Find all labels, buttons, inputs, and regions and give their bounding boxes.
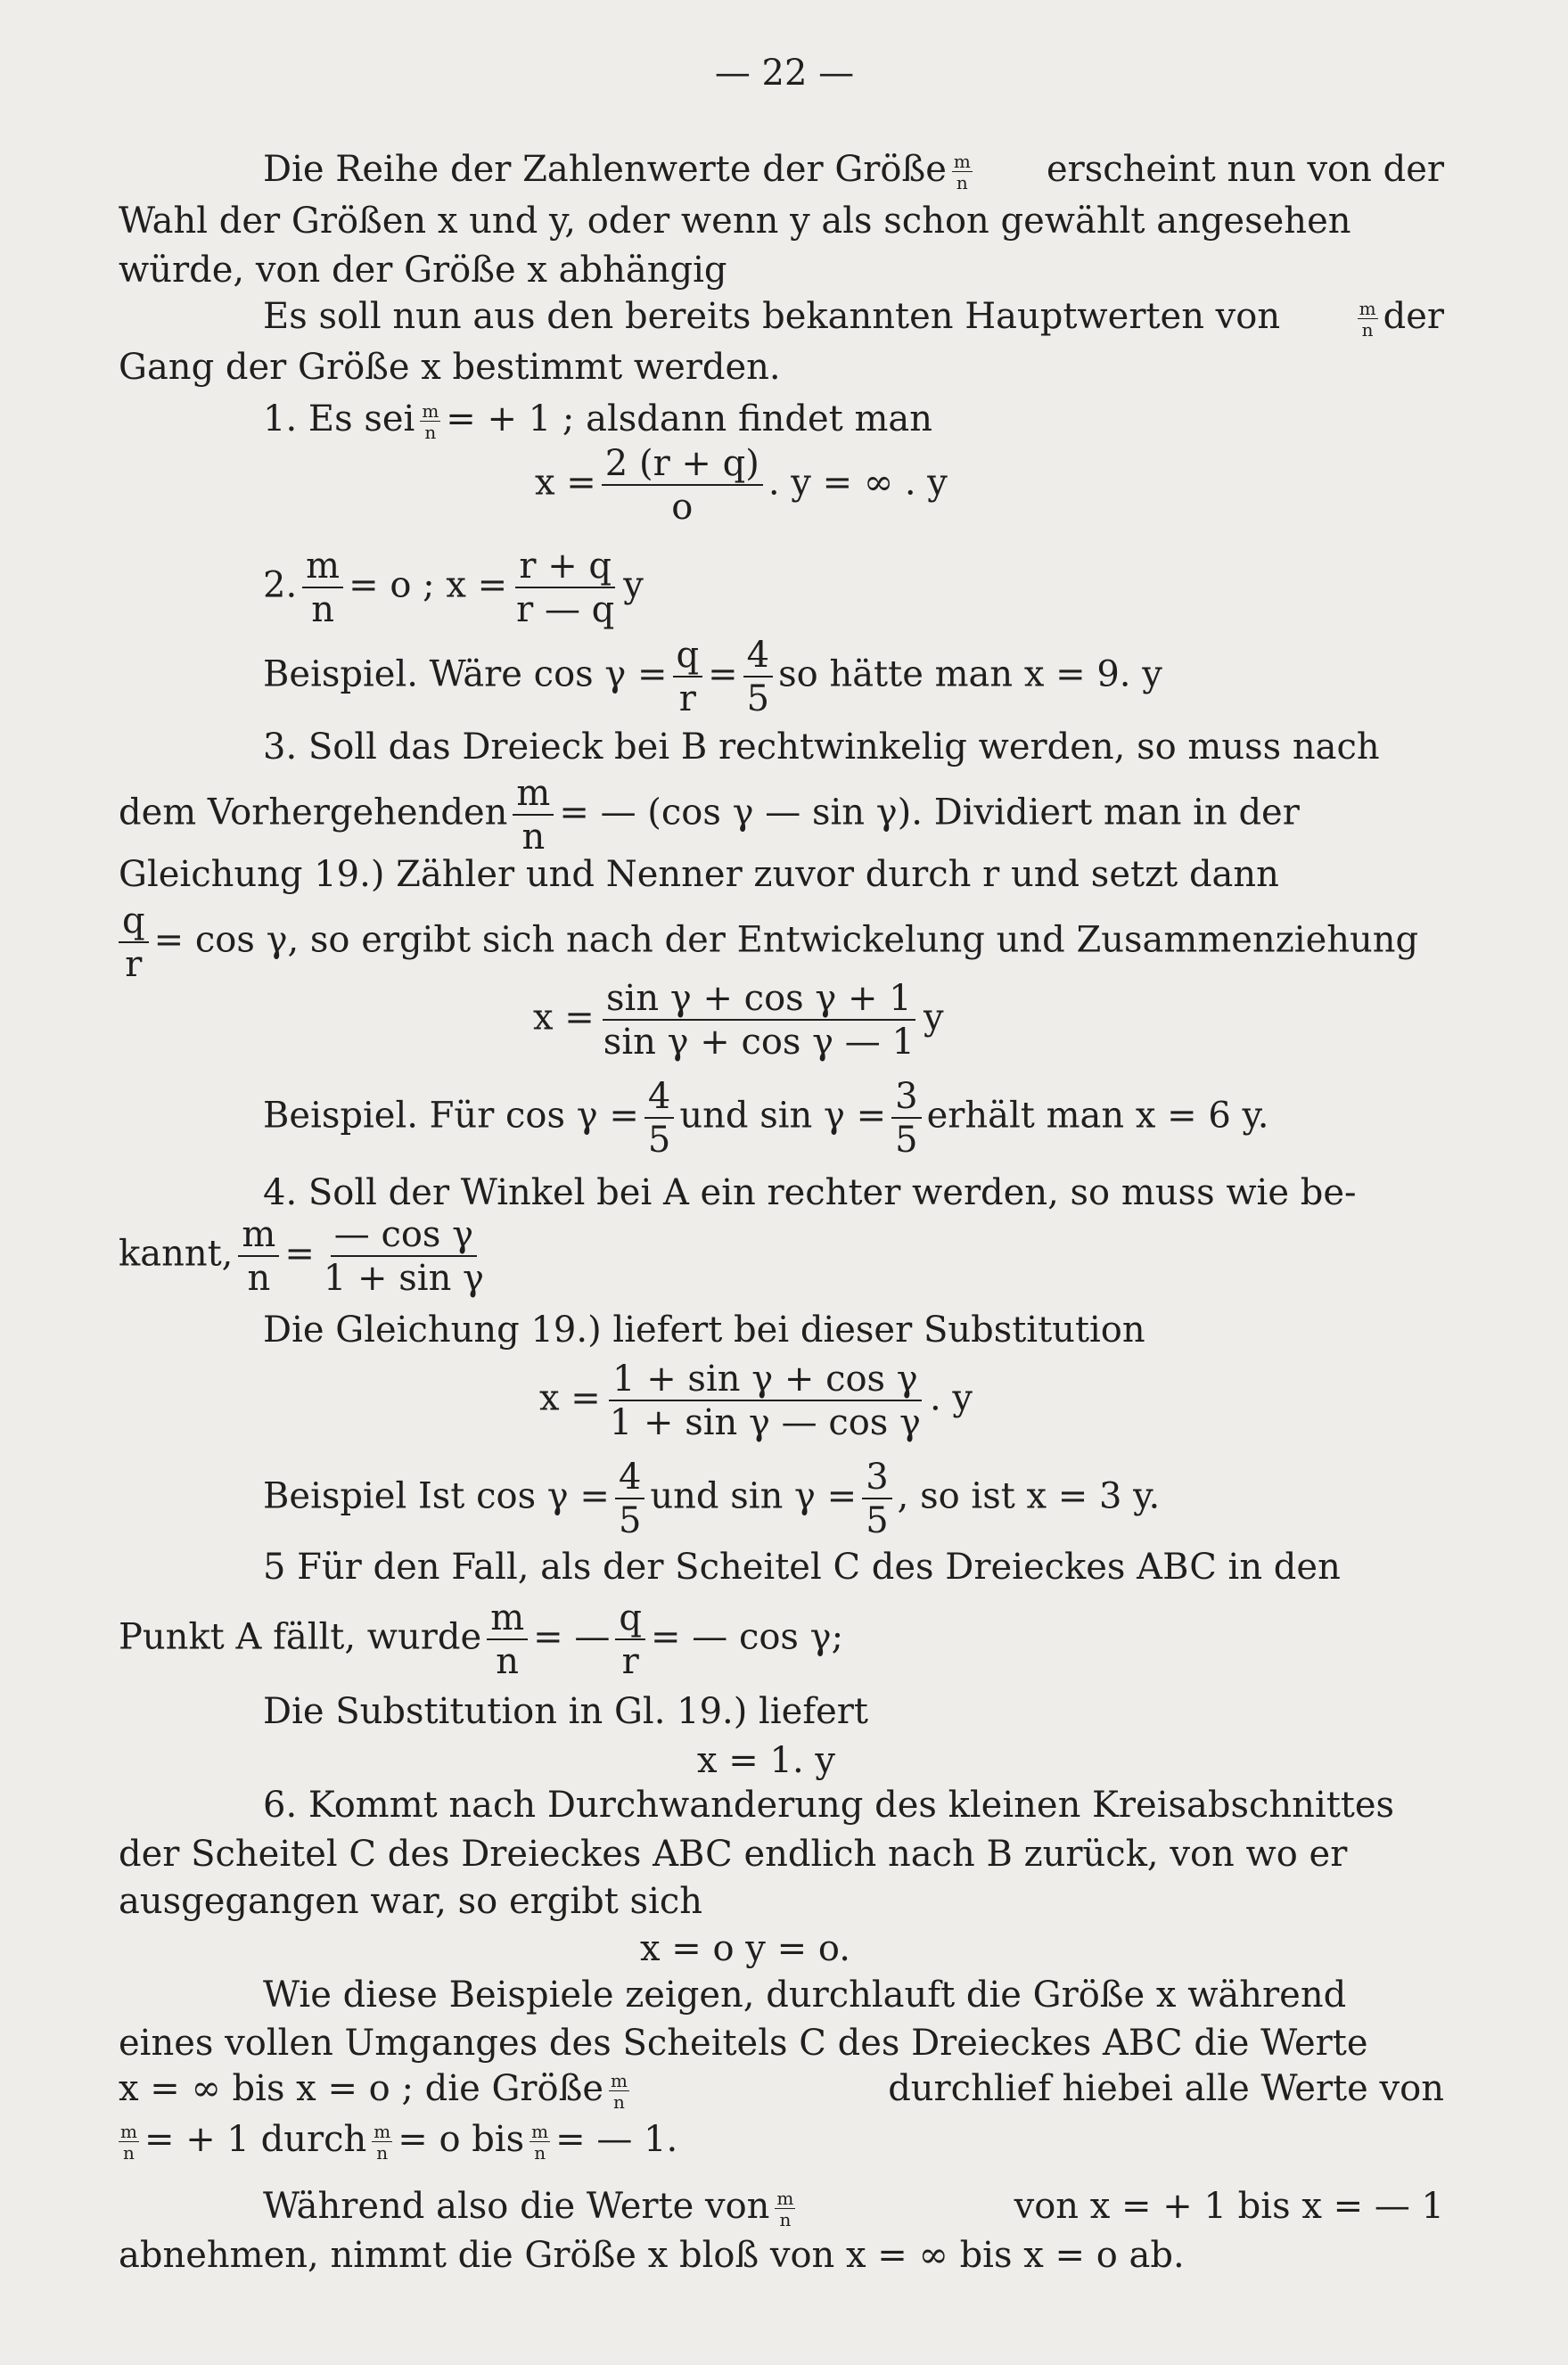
text-line: Gang der Größe x bestimmt werden. bbox=[119, 347, 781, 388]
fraction: $\frac{3}{5}$ bbox=[891, 1079, 921, 1158]
fraction: $\frac{4}{5}$ bbox=[644, 1079, 674, 1158]
formula: 2. $\frac{m}{n}$ = o ; x = $\frac{r + q}{r — q}$ y bbox=[263, 546, 644, 630]
text-line: abnehmen, nimmt die Größe x bloß von x = ∞ bis x = o ab. bbox=[119, 2235, 1185, 2276]
text-line: x = ∞ bis x = o ; die Größe $\frac{m}{n}$ durchlief hiebei alle Werte von bbox=[119, 2068, 1444, 2113]
text-line: der Scheitel C des Dreieckes ABC endlich nach B zurück, von wo er bbox=[119, 1834, 1348, 1875]
fraction: $\frac{2 (r + q)}{o}$ bbox=[602, 446, 763, 525]
text-line: eines vollen Umganges des Scheitels C des Dreieckes ABC die Werte bbox=[119, 2023, 1368, 2064]
fraction: $\frac{\text{— cos γ}}{\text{1 + sin γ}}$ bbox=[323, 1214, 484, 1299]
formula: x = 1. y bbox=[697, 1740, 835, 1781]
fraction-m-n: $\frac{m}{n}$ bbox=[120, 2121, 137, 2164]
fraction-m-n: $\frac{m}{n}$ bbox=[238, 1217, 279, 1296]
formula: x = $\frac{\text{sin γ + cos γ + 1}}{\text{sin γ + cos γ — 1}}$ y bbox=[533, 978, 944, 1063]
fraction: $\frac{r + q}{r — q}$ bbox=[516, 546, 615, 630]
text-line: Es soll nun aus den bereits bekannten Hauptwerten von $\frac{m}{n}$ der bbox=[263, 296, 1444, 341]
fraction-m-n: $\frac{m}{n}$ bbox=[953, 151, 971, 193]
text-line: 1. Es sei $\frac{m}{n}$ = + 1 ; alsdann findet man bbox=[263, 398, 933, 443]
text-line: 4. Soll der Winkel bei A ein rechter werden, so muss wie be- bbox=[263, 1172, 1357, 1213]
fraction: $\frac{4}{5}$ bbox=[743, 637, 773, 717]
fraction-m-n: $\frac{m}{n}$ bbox=[302, 548, 343, 628]
fraction: $\frac{3}{5}$ bbox=[862, 1459, 891, 1539]
text-line: Die Substitution in Gl. 19.) liefert bbox=[263, 1691, 868, 1732]
example-line: Beispiel. Für cos γ = $\frac{4}{5}$ und sin γ = $\frac{3}{5}$ erhält man x = 6 y. bbox=[263, 1076, 1269, 1161]
example-line: Beispiel Ist cos γ = $\frac{4}{5}$ und sin γ = $\frac{3}{5}$ , so ist x = 3 y. bbox=[263, 1457, 1161, 1541]
fraction-q-r: $\frac{q}{r}$ bbox=[615, 1600, 645, 1679]
formula: x = o y = o. bbox=[640, 1928, 850, 1969]
text-line: Die Gleichung 19.) liefert bei dieser Substitution bbox=[263, 1310, 1145, 1351]
fraction: $\frac{4}{5}$ bbox=[615, 1459, 644, 1539]
text-line: Gleichung 19.) Zähler und Nenner zuvor durch r und setzt dann bbox=[119, 854, 1279, 895]
text-line: ausgegangen war, so ergibt sich bbox=[119, 1881, 703, 1922]
fraction-m-n: $\frac{m}{n}$ bbox=[487, 1600, 528, 1679]
text-line: Wie diese Beispiele zeigen, durchlauft die Größe x während bbox=[263, 1975, 1347, 2016]
fraction-m-n: $\frac{m}{n}$ bbox=[513, 776, 554, 855]
formula: x = $\frac{\text{1 + sin γ + cos γ}}{\text{1 + sin γ — cos γ}}$ . y bbox=[539, 1359, 973, 1443]
text-line: Die Reihe der Zahlenwerte der Größe $\frac{m}{n}$ erscheint nun von der bbox=[263, 149, 1444, 193]
text-line: Wahl der Größen x und y, oder wenn y als schon gewählt angesehen bbox=[119, 201, 1351, 242]
page-number: — 22 — bbox=[714, 53, 855, 94]
example-line: Beispiel. Wäre cos γ = $\frac{q}{r}$ = $\frac{4}{5}$ so hätte man x = 9. y bbox=[263, 635, 1162, 719]
fraction-m-n: $\frac{m}{n}$ bbox=[531, 2121, 549, 2164]
text-line: Während also die Werte von $\frac{m}{n}$ von x = + 1 bis x = — 1 bbox=[263, 2186, 1444, 2230]
text-line: würde, von der Größe x abhängig bbox=[119, 250, 727, 291]
fraction-q-r: $\frac{q}{r}$ bbox=[673, 637, 703, 717]
text-line: 5 Für den Fall, als der Scheitel C des Dreieckes ABC in den bbox=[263, 1547, 1341, 1588]
fraction: $\frac{\text{sin γ + cos γ + 1}}{\text{sin γ + cos γ — 1}}$ bbox=[603, 978, 915, 1063]
text-line: dem Vorhergehenden $\frac{m}{n}$ = — (cos γ — sin γ). Dividiert man in der bbox=[119, 773, 1300, 858]
fraction-m-n: $\frac{m}{n}$ bbox=[422, 400, 439, 443]
fraction-m-n: $\frac{m}{n}$ bbox=[776, 2188, 794, 2230]
fraction-q-r: $\frac{q}{r}$ bbox=[119, 903, 149, 982]
text-line: 3. Soll das Dreieck bei B rechtwinkelig werden, so muss nach bbox=[263, 727, 1380, 768]
text-line: Punkt A fällt, wurde $\frac{m}{n}$ = — $\frac{q}{r}$ = — cos γ; bbox=[119, 1597, 844, 1682]
fraction-m-n: $\frac{m}{n}$ bbox=[611, 2070, 628, 2113]
text-line: $\frac{q}{r}$ = cos γ, so ergibt sich nach der Entwickelung und Zusammenziehung bbox=[119, 903, 1418, 982]
text-line: $\frac{m}{n}$ = + 1 durch $\frac{m}{n}$ = o bis $\frac{m}{n}$ = — 1. bbox=[120, 2119, 678, 2164]
text-line: 6. Kommt nach Durchwanderung des kleinen Kreisabschnittes bbox=[263, 1785, 1395, 1826]
text-line: kannt, $\frac{m}{n}$ = $\frac{\text{— cos γ}}{\text{1 + sin γ}}$ bbox=[119, 1217, 493, 1296]
fraction-m-n: $\frac{m}{n}$ bbox=[1359, 298, 1376, 341]
fraction-m-n: $\frac{m}{n}$ bbox=[374, 2121, 391, 2164]
formula: x = $\frac{2 (r + q)}{o}$ . y = ∞ . y bbox=[535, 443, 948, 528]
fraction: $\frac{\text{1 + sin γ + cos γ}}{\text{1 + sin γ — cos γ}}$ bbox=[609, 1359, 921, 1443]
